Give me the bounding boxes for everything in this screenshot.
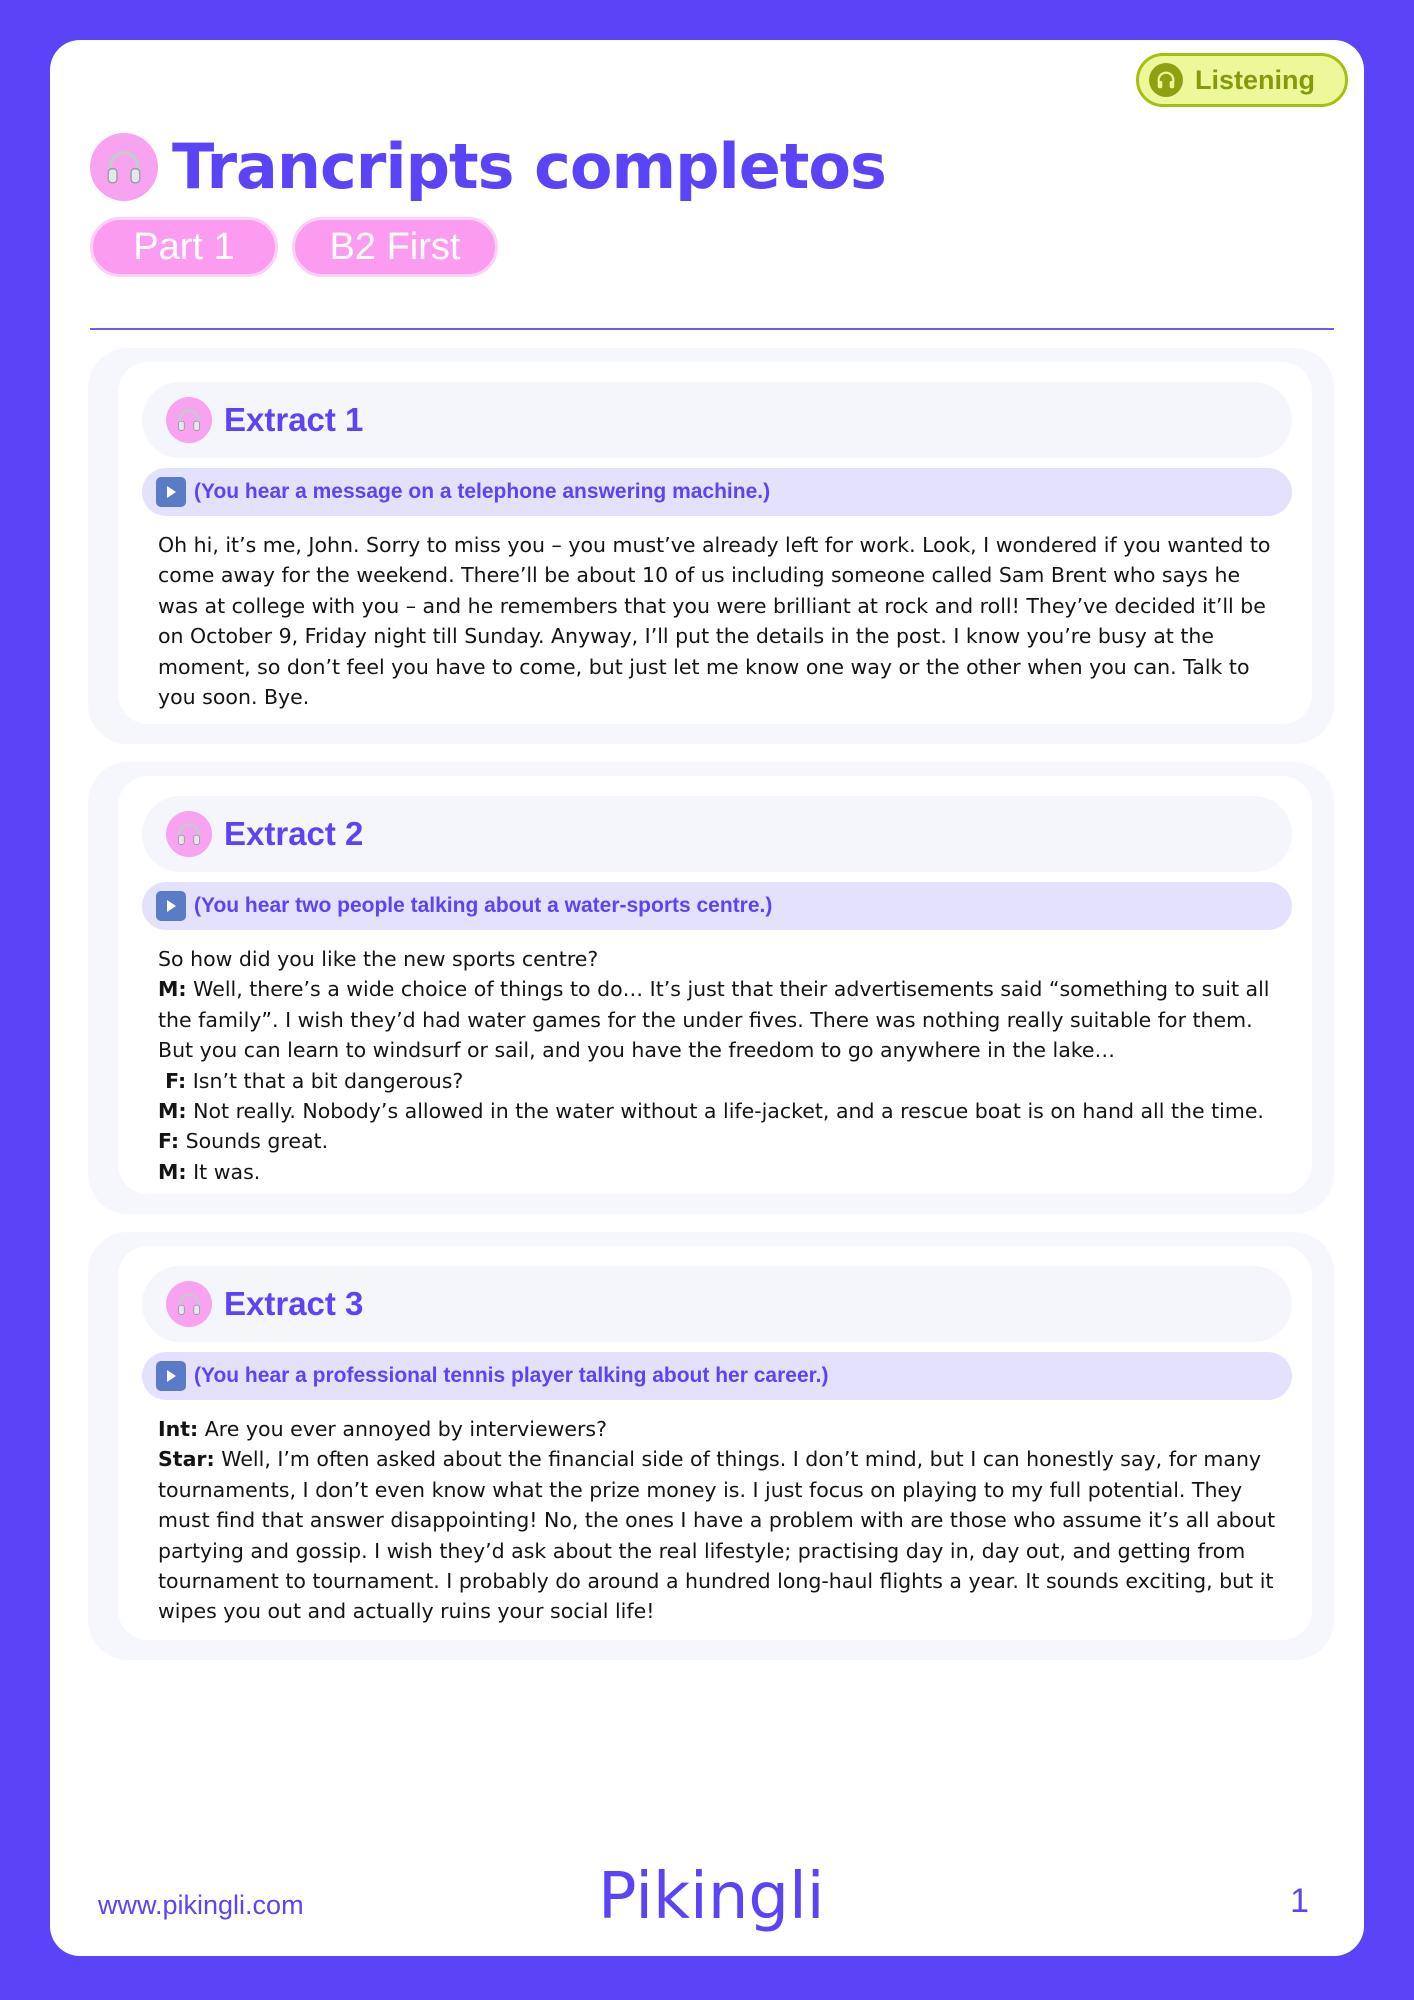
context-text: (You hear two people talking about a water-sports centre.) [194, 894, 773, 917]
page-number: 1 [1290, 1882, 1309, 1920]
headphones-icon [166, 397, 212, 443]
headphones-icon [1149, 63, 1183, 97]
extract-card [118, 1246, 1312, 1640]
transcript-line: M: It was. [158, 1159, 261, 1184]
transcript-line: F: Isn’t that a bit dangerous? [158, 1068, 464, 1093]
extract-context [142, 1352, 1292, 1400]
context-text: (You hear a professional tennis player talking about her career.) [194, 1364, 829, 1387]
transcript-text [158, 944, 1284, 1187]
speaker-label: Star: [158, 1447, 215, 1472]
speaker-label: F: [158, 1129, 180, 1154]
transcript-line: F: Sounds great. [158, 1129, 329, 1154]
extract-title: Extract 2 [224, 815, 364, 852]
part-tag: Part 1 [90, 217, 278, 277]
speaker-label: F: [158, 1068, 187, 1093]
headphones-icon [166, 1281, 212, 1327]
extract-header [142, 382, 1292, 458]
extract-header [142, 1266, 1292, 1342]
headphones-icon [166, 811, 212, 857]
transcript-line: Oh hi, it’s me, John. Sorry to miss you – you must’ve already left for work. Look, I wondered if you wanted to come away for the weekend. There’ll be about 10 of us including someone called Sam Brent who says he was at college with you – and he remembers that you were brilliant at rock and roll! They’ve decided it’ll be on October 9, Friday night till Sunday. Anyway, I’ll put the details in the post. I know you’re busy at the moment, so don’t feel you have to come, but just let me know one way or the other when you can. Talk to you soon. Bye. [158, 533, 1271, 710]
transcript-line: M: Well, there’s a wide choice of things to do… It’s just that their advertisements said “something to suit all the family”. I wish they’d had water games for the under fives. There was nothing really suitable for them. But you can learn to windsurf or sail, and you have the freedom to go anywhere in the lake… [158, 977, 1270, 1063]
extract-title: Extract 3 [224, 1285, 364, 1322]
extract-title: Extract 1 [224, 401, 364, 438]
speaker-label: Int: [158, 1417, 199, 1441]
extract-card [118, 362, 1312, 724]
extract-section [88, 762, 1334, 1214]
extract-card [118, 776, 1312, 1194]
speaker-label: M: [158, 977, 187, 1002]
website-link[interactable]: www.pikingli.com [98, 1890, 304, 1920]
level-tag: B2 First [292, 217, 498, 277]
header-divider [90, 328, 1334, 330]
tag-list [90, 217, 498, 277]
play-icon [156, 891, 186, 921]
worksheet-page [50, 40, 1364, 1956]
title-row [90, 130, 886, 203]
extract-context [142, 468, 1292, 516]
extract-context [142, 882, 1292, 930]
transcript-line: M: Not really. Nobody’s allowed in the water without a life-jacket, and a rescue boat is on hand all the time. [158, 1099, 1264, 1124]
page-title: Trancripts completos [172, 130, 886, 203]
listening-badge [1136, 53, 1348, 107]
transcript-line: Int: Are you ever annoyed by interviewers? [158, 1417, 607, 1441]
badge-label: Listening [1195, 64, 1315, 95]
speaker-label: M: [158, 1159, 187, 1184]
extract-header [142, 796, 1292, 872]
transcript-text [158, 530, 1284, 712]
brand-logo: Pikingli [598, 1860, 825, 1934]
play-icon [156, 1361, 186, 1391]
extract-section [88, 348, 1334, 744]
transcript-text [158, 1414, 1284, 1627]
context-text: (You hear a message on a telephone answering machine.) [194, 480, 771, 503]
transcript-line: So how did you like the new sports centre? [158, 947, 599, 971]
speaker-label: M: [158, 1099, 187, 1124]
extract-section [88, 1232, 1334, 1660]
transcript-line: Star: Well, I’m often asked about the financial side of things. I don’t mind, but I can honestly say, for many tournaments, I don’t even know what the prize money is. I just focus on playing to my full potential. They must find that answer disappointing! No, the ones I have a problem with are those who assume it’s all about partying and gossip. I wish they’d ask about the real lifestyle; practising day in, day out, and getting from tournament to tournament. I probably do around a hundred long-haul flights a year. It sounds exciting, but it wipes you out and actually ruins your social life! [158, 1447, 1276, 1624]
play-icon [156, 477, 186, 507]
headphones-icon [90, 133, 158, 201]
